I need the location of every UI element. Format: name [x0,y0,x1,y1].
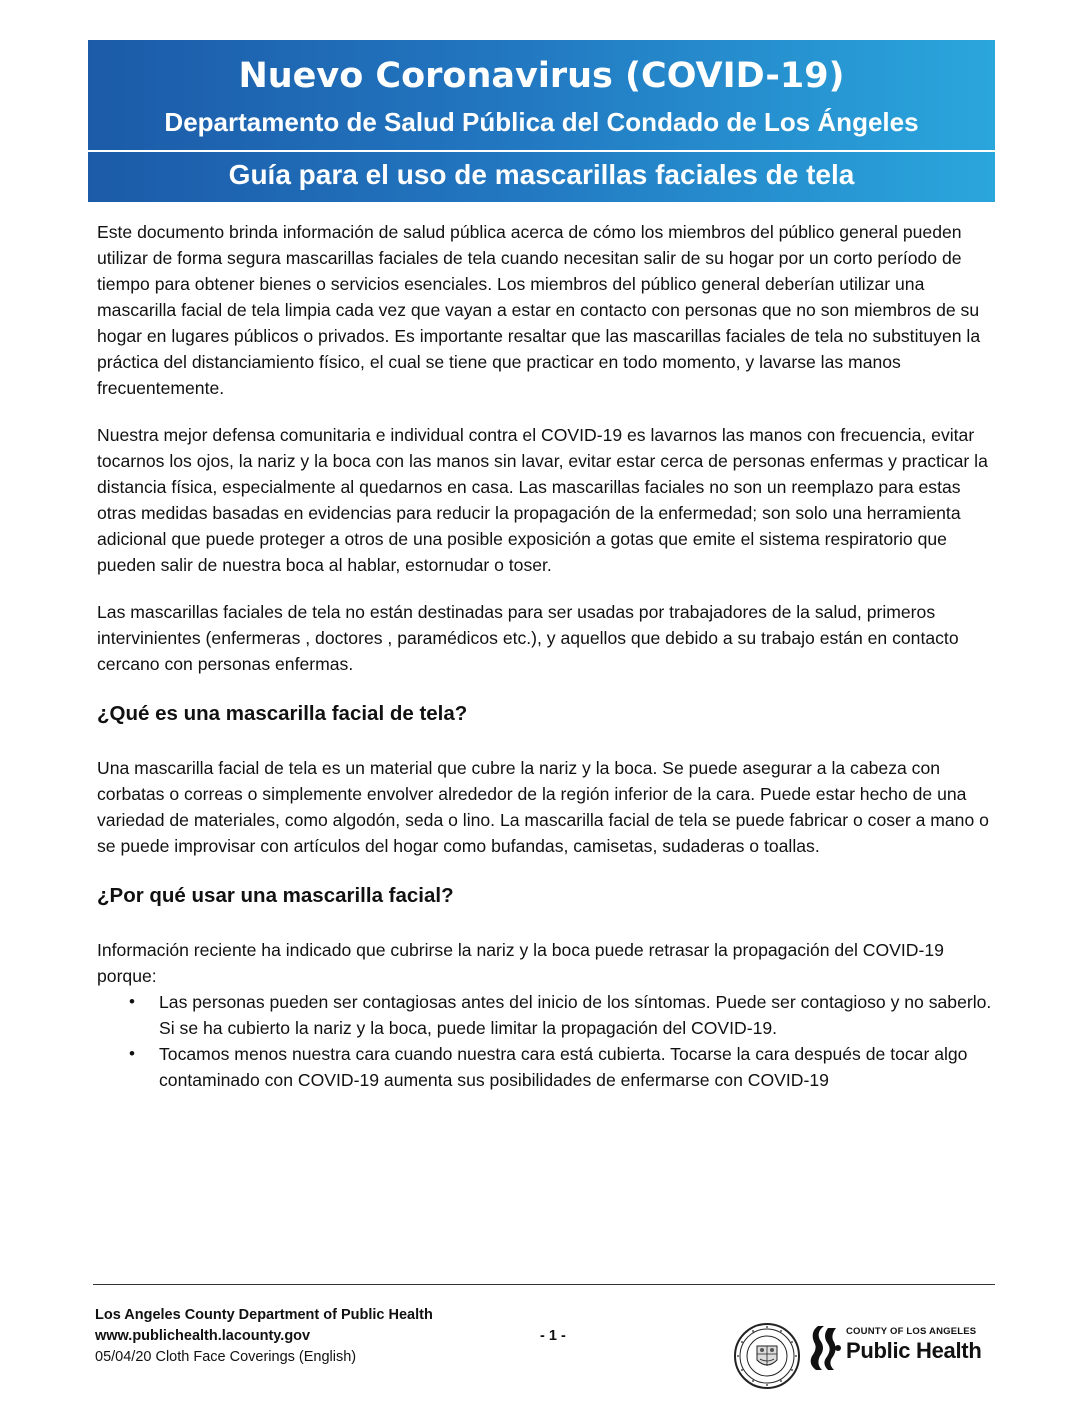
list-item-text: Las personas pueden ser contagiosas antes del inicio de los síntomas. Puede ser contagioso y no saberlo. Si se ha cubierto la nariz y la boca, puede limitar la propagación del COVID-19. [159,992,992,1038]
footer-divider [93,1284,995,1285]
document-body [97,219,997,1093]
section-heading-why-use: ¿Por qué usar una mascarilla facial? [97,884,454,907]
logo-county-text: COUNTY OF LOS ANGELES [846,1326,977,1337]
list-item-text: Tocamos menos nuestra cara cuando nuestra cara está cubierta. Tocarse la cara después de tocar algo contaminado con COVID-19 aumenta sus posibilidades de enfermarse con COVID-19 [159,1044,968,1090]
footer-url: www.publichealth.lacounty.gov [95,1328,311,1344]
bullet-icon: • [129,1044,135,1063]
county-seal-icon [733,1322,801,1390]
reasons-list [97,989,997,1093]
footer-doc-ref: 05/04/20 Cloth Face Coverings (English) [95,1349,357,1365]
list-item [129,1041,997,1093]
intro-paragraph-2: Nuestra mejor defensa comunitaria e individual contra el COVID-19 es lavarnos las manos con frecuencia, evitar tocarnos los ojos, la nariz y la boca con las manos sin lavar, evitar estar cerca de personas enfermas y practicar la distancia física, especialmente al quedarnos en casa. Las mascarillas faciales no son un reemplazo para estas otras medidas basadas en evidencias para reducir la propagación de la enfermedad; son solo una herramienta adicional que puede proteger a otros de una posible exposición a gotas que emite el sistema respiratorio que pueden salir de nuestra boca al hablar, estornudar o toser. [97,425,988,575]
department-subtitle: Departamento de Salud Pública del Condado de Los Ángeles [164,107,919,137]
public-health-logo [808,1322,988,1372]
intro-paragraph-3: Las mascarillas faciales de tela no están destinadas para ser usadas por trabajadores de la salud, primeros intervinientes (enfermeras , doctores , paramédicos etc.), y aquellos que debido a su trabajo están en contacto cercano con personas enfermas. [97,602,959,674]
section-what-is-body: Una mascarilla facial de tela es un material que cubre la nariz y la boca. Se puede asegurar a la cabeza con corbatas o correas o simplemente envolver alrededor de la región inferior de la cara. Puede estar hecho de una variedad de materiales, como algodón, seda o lino. La mascarilla facial de tela se puede fabricar o coser a mano o se puede improvisar con artículos del hogar como bufandas, camisetas, sudaderas o toallas. [97,758,989,856]
list-item [129,989,997,1041]
footer-info [95,1305,433,1368]
logo-public-health-text: Public Health [846,1338,982,1363]
bullet-icon: • [129,992,135,1011]
header-banner [88,40,995,202]
intro-paragraph-1: Este documento brinda información de salud pública acerca de cómo los miembros del público general pueden utilizar de forma segura mascarillas faciales de tela cuando necesitan salir de su hogar por un corto período de tiempo para obtener bienes o servicios esenciales. Los miembros del público general deberían utilizar una mascarilla facial de tela limpia cada vez que vayan a estar en contacto con personas que no son miembros de su hogar en lugares públicos o privados. Es importante resaltar que las mascarillas faciales de tela no substituyen la práctica del distanciamiento físico, el cual se tiene que practicar en todo momento, y lavarse las manos frecuentemente. [97,222,981,398]
public-health-mark-icon [808,1322,844,1372]
section-why-use-body: Información reciente ha indicado que cubrirse la nariz y la boca puede retrasar la propagación del COVID-19 porque: [97,940,944,986]
guide-title: Guía para el uso de mascarillas faciales de tela [228,159,855,190]
page-number: - 1 - [540,1328,566,1344]
section-heading-what-is: ¿Qué es una mascarilla facial de tela? [97,702,468,725]
banner-divider [88,150,995,152]
document-title: Nuevo Coronavirus (COVID-19) [238,56,845,96]
footer-org: Los Angeles County Department of Public Health [95,1307,433,1323]
